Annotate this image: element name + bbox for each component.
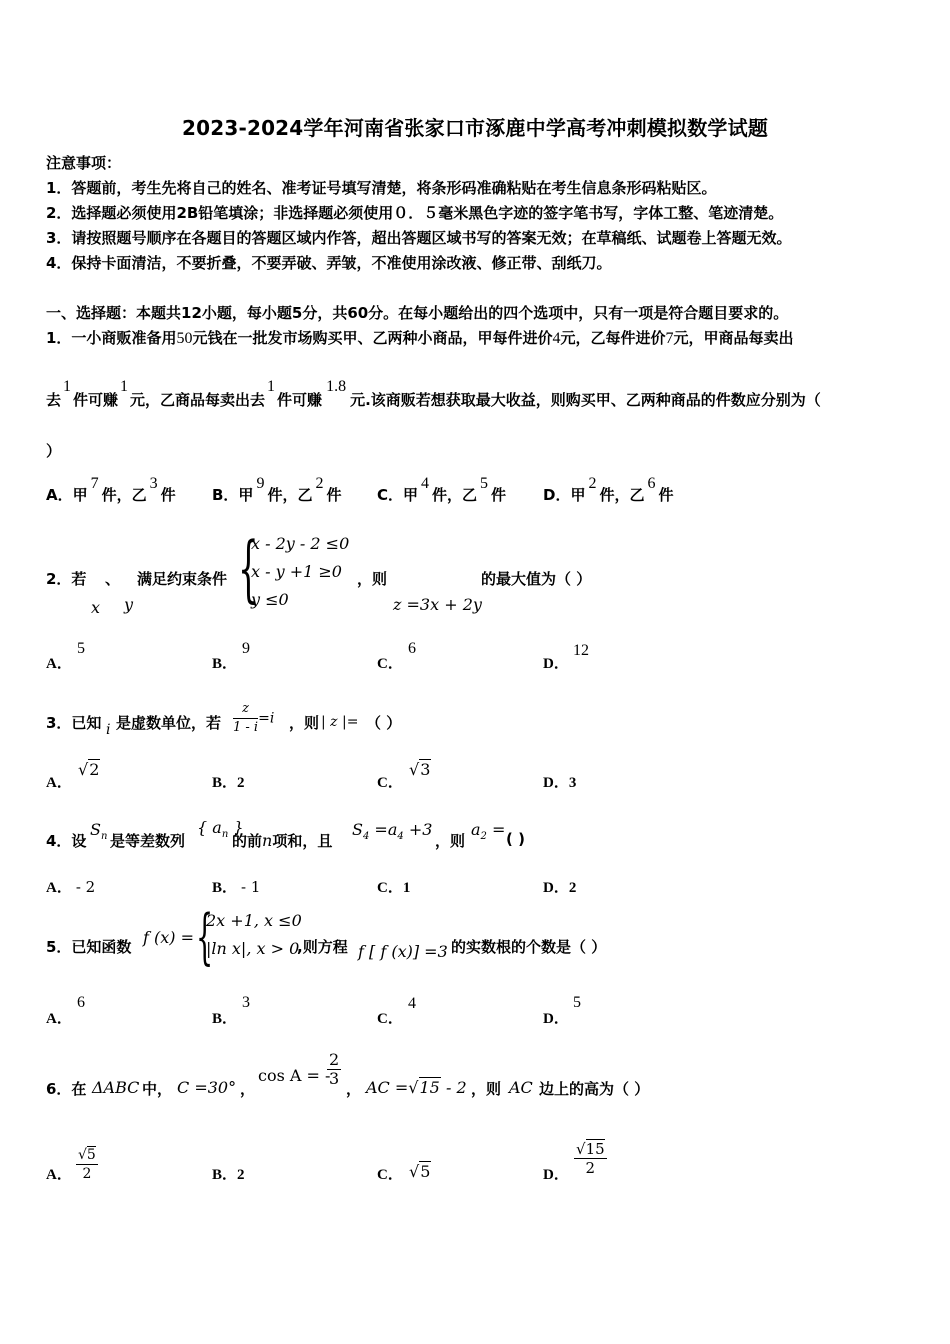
option-value: 3 xyxy=(149,475,158,492)
q6-sep-2: ， xyxy=(346,1080,362,1098)
option-value: - 1 xyxy=(241,878,261,896)
q6-option-b xyxy=(212,1163,245,1184)
q5-option-c xyxy=(377,1007,403,1028)
notice-item-4: 4．保持卡面清洁，不要折叠，不要弄破、弄皱，不准使用涂改液、修正带、刮纸刀。 xyxy=(46,254,612,272)
q6-option-c-value: √5 xyxy=(409,1162,431,1181)
q4-condition xyxy=(352,820,432,842)
notice-item-2: 2．选择题必须使用2B铅笔填涂；非选择题必须使用０．５毫米黑色字迹的签字笔书写，字体工整、笔迹清楚。 xyxy=(46,204,784,222)
q4-an-symbol: a xyxy=(212,818,222,837)
q2-option-b-value: 9 xyxy=(242,640,250,657)
option-label: C． xyxy=(377,1167,403,1183)
radicand: 15 xyxy=(419,1078,440,1097)
q3-option-a-value: √2 xyxy=(78,760,100,779)
option-label: A．甲 xyxy=(46,486,88,504)
q3-option-c-value: √3 xyxy=(409,760,431,779)
q6-option-a xyxy=(46,1163,72,1184)
q1-text: 件可赚 xyxy=(277,391,323,409)
q3-then: ，则 xyxy=(289,714,320,732)
option-label: B． xyxy=(212,880,238,896)
option-text: 件 xyxy=(160,486,176,504)
q3-fraction xyxy=(233,700,274,737)
q1-num: 1 xyxy=(120,378,129,395)
option-value: 9 xyxy=(256,475,265,492)
q6-option-c xyxy=(377,1163,403,1184)
q1-text: 元，乙每件进价 xyxy=(560,329,666,347)
option-label: A． xyxy=(46,1011,72,1027)
section-heading: 一、选择题：本题共12小题，每小题5分，共60分。在每小题给出的四个选项中，只有一项是符合题目要求的。 xyxy=(46,304,789,322)
option-label: C． xyxy=(377,775,403,791)
option-label: B． xyxy=(212,775,238,791)
q1-num: 1 xyxy=(267,378,276,395)
q1-text: 元钱在一批发市场购买甲、乙两种小商品，甲每件进价 xyxy=(192,329,553,347)
q5-case-1: 2x +1, x ≤0 xyxy=(206,911,302,930)
option-label: D． xyxy=(543,880,569,896)
q6-ac-tail: - 2 xyxy=(440,1078,467,1097)
option-label: D． xyxy=(543,656,569,672)
q2-text: 满足约束条件 xyxy=(137,570,228,588)
radicand: 2 xyxy=(89,760,100,779)
q1-price-b: 7 xyxy=(665,330,674,347)
q2-option-a xyxy=(46,652,72,673)
q1-option-c xyxy=(377,475,507,505)
q1-text: 元.该商贩若想获取最大收益，则购买甲、乙两种商品的件数应分别为（ xyxy=(350,391,821,409)
q4-cond-mid: =a xyxy=(369,820,398,839)
q3-text: 是虚数单位，若 xyxy=(116,714,222,732)
q5-option-a-value: 6 xyxy=(77,994,85,1011)
q2-option-c xyxy=(377,652,403,673)
option-text: 件 xyxy=(658,486,674,504)
q1-text: 去 xyxy=(46,391,62,409)
q1-text: 元，乙商品每卖出去 xyxy=(130,391,266,409)
option-value: 2 xyxy=(237,775,245,791)
page-title: 2023-2024学年河南省张家口市涿鹿中学高考冲刺模拟数学试题 xyxy=(181,116,769,140)
q6-option-d-value: $\frac{√15}{2}$ xyxy=(576,1140,605,1177)
q4-prefix: 4．设 xyxy=(46,832,87,850)
option-label: A． xyxy=(46,775,72,791)
q4-sn-sub: n xyxy=(100,831,108,843)
q3-option-c xyxy=(377,771,403,792)
q3-numerator: z xyxy=(233,700,258,719)
q1-text: 元，甲商品每卖出 xyxy=(673,329,794,347)
option-label: C． xyxy=(377,656,403,672)
q2-var-x: x xyxy=(91,598,101,617)
option-text: 件，乙 xyxy=(267,486,313,504)
q6-cos-numerator: 2 xyxy=(329,1050,340,1069)
q3-i: i xyxy=(106,722,111,738)
option-value: 7 xyxy=(90,475,99,492)
q6-then: ，则 xyxy=(471,1080,502,1098)
q6-option-a-value: $\frac{√5}{2}$ xyxy=(78,1147,96,1182)
q1-option-d xyxy=(543,475,674,505)
q1-option-a xyxy=(46,475,176,505)
question-1-line-1 xyxy=(46,327,794,348)
q4-cond-sub: 4 xyxy=(362,831,370,843)
q2-var-y: y xyxy=(124,595,134,614)
q6-ac-2: AC xyxy=(509,1078,533,1097)
q2-objective: z =3x + 2y xyxy=(393,595,482,614)
q4-n: n xyxy=(262,831,273,850)
q5-option-b xyxy=(212,1007,237,1028)
q2-constraint-2: x - y +1 ≥0 xyxy=(251,562,342,581)
q4-a2-eq: = xyxy=(486,820,506,839)
question-1-line-3: ） xyxy=(46,442,62,460)
q4-cond-end: +3 xyxy=(403,820,433,839)
q6-triangle: ΔABC xyxy=(92,1078,140,1097)
q2-option-b xyxy=(212,652,237,673)
option-value: 1 xyxy=(402,880,411,896)
option-value: 6 xyxy=(647,475,656,492)
q4-text: 的前 xyxy=(232,832,263,850)
option-value: 2 xyxy=(588,475,597,492)
radicand: 3 xyxy=(420,760,431,779)
q2-constraint-1: x - 2y - 2 ≤0 xyxy=(251,534,350,553)
q4-cond-sub: 4 xyxy=(397,831,404,843)
option-label: B． xyxy=(212,1011,238,1027)
q6-cos: cos A = - xyxy=(258,1066,331,1085)
q4-a2-sub: 2 xyxy=(480,831,487,843)
q2-brace: { xyxy=(238,526,259,610)
option-value: 3 xyxy=(568,775,577,791)
q4-a2 xyxy=(471,820,505,842)
q4-option-d xyxy=(543,876,576,897)
notice-item-1: 1．答题前，考生先将自己的姓名、准考证号填写清楚，将条形码准确粘贴在考生信息条形码粘贴区。 xyxy=(46,179,717,197)
q1-num: 1.8 xyxy=(326,378,347,395)
q3-option-b xyxy=(212,771,245,792)
q5-question: 的实数根的个数是（ ） xyxy=(451,938,607,956)
notice-item-3: 3．请按照题号顺序在各题目的答题区域内作答，超出答题区域书写的答案无效；在草稿纸、试题卷上答题无效。 xyxy=(46,229,792,247)
q6-angle: C =30° xyxy=(177,1078,237,1097)
option-label: D． xyxy=(543,1011,569,1027)
q1-num: 1 xyxy=(63,378,72,395)
q6-question: 边上的高为（ ） xyxy=(539,1080,650,1098)
q4-option-b xyxy=(212,876,260,897)
radicand: 5 xyxy=(420,1162,431,1181)
denominator: 2 xyxy=(585,1159,596,1177)
q1-text: 件可赚 xyxy=(73,391,119,409)
q2-question: 的最大值为（ ） xyxy=(481,570,592,588)
q6-ac-label: AC = xyxy=(366,1078,409,1097)
q2-sep: 、 xyxy=(105,570,121,588)
q5-option-d xyxy=(543,1007,569,1028)
q5-function: f (x) = xyxy=(143,928,195,947)
q2-constraint-3: y ≤0 xyxy=(251,590,289,609)
q4-then: ，则 xyxy=(435,832,466,850)
denominator: 2 xyxy=(82,1166,92,1182)
q4-an-sub: n xyxy=(221,829,229,841)
q3-prefix: 3．已知 xyxy=(46,714,102,732)
q3-equals: =i xyxy=(258,710,275,727)
q4-paren: ( ) xyxy=(506,830,525,848)
q2-option-d xyxy=(543,652,569,673)
q6-ac: AC =√15 - 2 xyxy=(366,1078,467,1097)
radicand: 15 xyxy=(585,1140,605,1158)
q4-a2-symbol: a xyxy=(471,820,481,839)
q4-option-c xyxy=(377,876,410,897)
option-value: 2 xyxy=(568,880,577,896)
q3-abs: | z |= xyxy=(321,714,359,730)
option-label: A． xyxy=(46,656,72,672)
q5-prefix: 5．已知函数 xyxy=(46,938,132,956)
option-label: B．甲 xyxy=(212,486,254,504)
q6-text: 中， xyxy=(142,1080,173,1098)
option-label: B． xyxy=(212,656,238,672)
option-label: D． xyxy=(543,775,569,791)
option-label: A． xyxy=(46,880,72,896)
q4-sn xyxy=(90,820,107,842)
option-label: C． xyxy=(377,1011,403,1027)
q4-option-a xyxy=(46,876,95,897)
q5-text: ,则方程 xyxy=(297,938,348,956)
q1-money: 50 xyxy=(176,330,193,347)
q5-option-c-value: 4 xyxy=(408,995,416,1012)
q3-option-d xyxy=(543,771,576,792)
q4-text-2 xyxy=(232,830,332,851)
option-label: C．甲 xyxy=(377,486,419,504)
option-label: A． xyxy=(46,1167,72,1183)
q5-equation: f [ f (x)] =3 xyxy=(358,942,448,961)
q6-option-d xyxy=(543,1163,569,1184)
q1-price-a: 4 xyxy=(552,330,561,347)
q4-sn-symbol: S xyxy=(90,820,101,839)
option-value: 5 xyxy=(480,475,489,492)
option-value: 2 xyxy=(237,1167,245,1183)
q2-option-d-value: 12 xyxy=(573,642,589,659)
notice-heading: 注意事项： xyxy=(46,154,122,172)
option-text: 件，乙 xyxy=(599,486,645,504)
radicand: 5 xyxy=(86,1147,96,1163)
q6-cos-frac xyxy=(327,1051,341,1088)
option-label: B． xyxy=(212,1167,238,1183)
option-value: 4 xyxy=(421,475,430,492)
q4-cond-s: S xyxy=(352,820,363,839)
option-text: 件 xyxy=(326,486,342,504)
option-value: 2 xyxy=(315,475,324,492)
q3-paren: （ ） xyxy=(366,714,402,732)
q1-option-b xyxy=(212,475,342,505)
q6-cos-denominator: 3 xyxy=(329,1069,340,1088)
q3-denominator: 1 - i xyxy=(233,720,259,735)
q2-prefix: 2．若 xyxy=(46,570,87,588)
q3-option-a xyxy=(46,771,72,792)
q2-option-c-value: 6 xyxy=(408,640,416,657)
q5-option-a xyxy=(46,1007,72,1028)
option-label: D． xyxy=(543,1167,569,1183)
option-label: C． xyxy=(377,880,403,896)
option-text: 件，乙 xyxy=(432,486,478,504)
q5-option-b-value: 3 xyxy=(242,994,250,1011)
q4-an: { $a_n$ } xyxy=(197,818,244,841)
q4-text: 是等差数列 xyxy=(110,832,186,850)
q5-brace: { xyxy=(196,902,214,972)
q5-option-d-value: 5 xyxy=(573,994,581,1011)
q4-text: 项和，且 xyxy=(272,832,333,850)
option-text: 件，乙 xyxy=(101,486,147,504)
q6-prefix: 6．在 xyxy=(46,1080,87,1098)
q2-then: ，则 xyxy=(357,570,388,588)
q6-sep: ， xyxy=(240,1080,256,1098)
q2-option-a-value: 5 xyxy=(77,640,85,657)
option-label: D．甲 xyxy=(543,486,586,504)
question-1-line-2 xyxy=(46,378,821,410)
option-value: - 2 xyxy=(75,878,96,896)
q1-text: 1．一小商贩准备用 xyxy=(46,329,177,347)
option-text: 件 xyxy=(491,486,507,504)
q5-case-2: |ln x|, x > 0 xyxy=(206,939,300,958)
